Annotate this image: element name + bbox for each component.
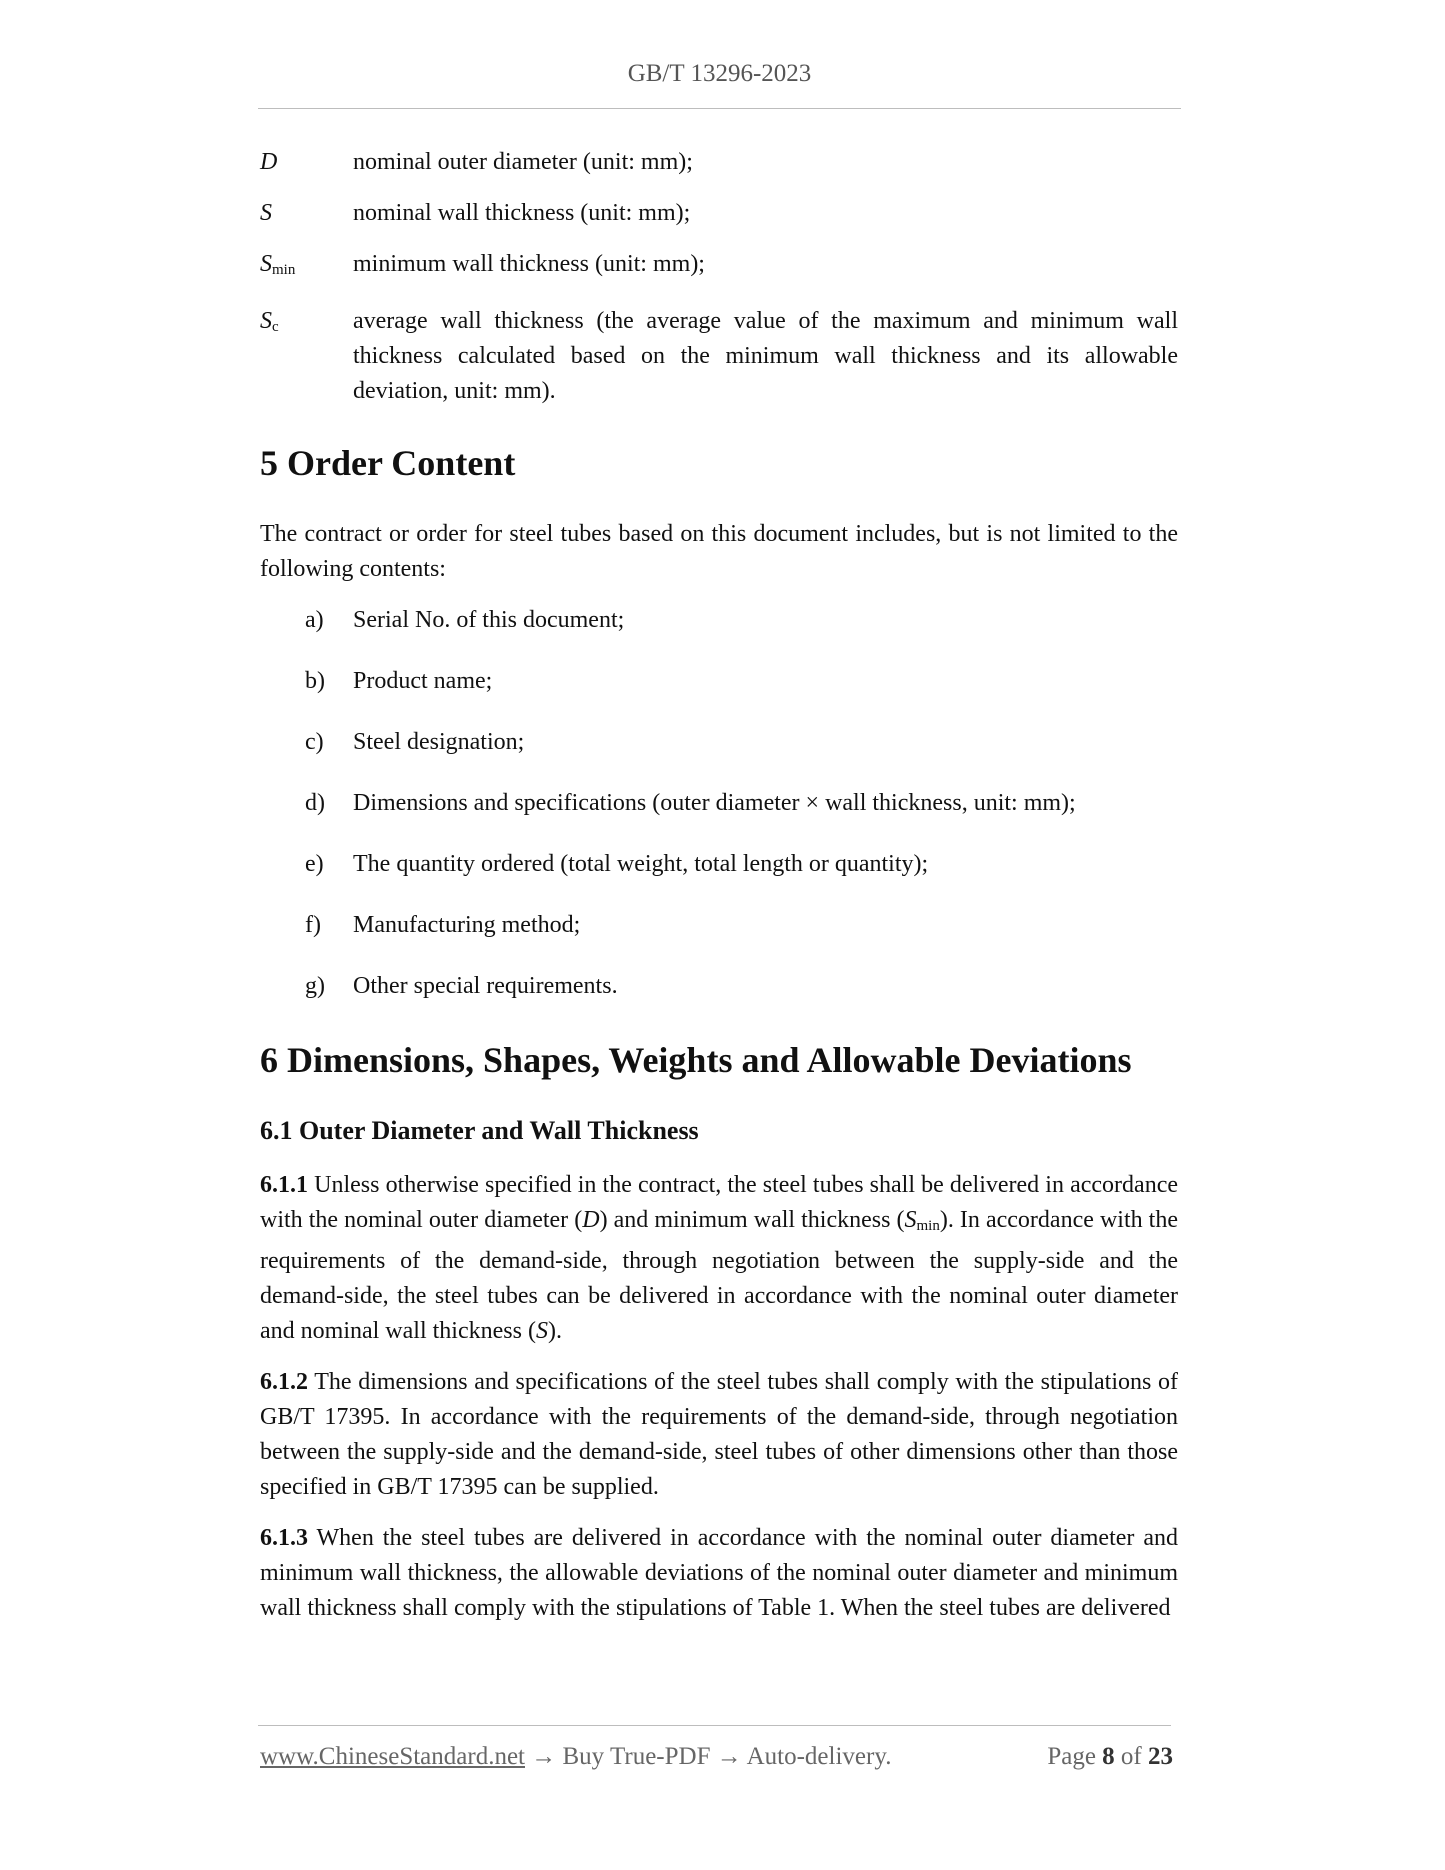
list-text: Serial No. of this document; xyxy=(353,607,625,633)
symbol-row xyxy=(260,145,1178,180)
list-item xyxy=(260,847,1178,882)
clause-6-1-2: 6.1.2 The dimensions and specifications of the steel tubes shall comply with the stipulations of GB/T 17395. In accordance with the requirements of the demand-side, through negotiation between the supply-side and the demand-side, steel tubes of other dimensions other than those specified in GB/T 17395 can be supplied. xyxy=(260,1369,1178,1500)
symbol: S xyxy=(260,200,272,226)
section-5-title: 5 Order Content xyxy=(260,443,516,483)
list-marker: d) xyxy=(305,790,325,816)
website-link[interactable]: www.ChineseStandard.net xyxy=(260,1743,525,1770)
symbol-list xyxy=(260,145,1178,409)
list-marker: f) xyxy=(305,912,321,938)
section-5-intro: The contract or order for steel tubes based on this document includes, but is not limited to the following contents: xyxy=(260,521,1178,582)
symbol-definition: average wall thickness (the average value of the maximum and minimum wall thickness calculated based on the minimum wall thickness and its allowable deviation, unit: mm). xyxy=(353,308,1178,404)
symbol: $S_c$ xyxy=(260,308,279,335)
footer-promo xyxy=(260,1743,891,1771)
symbol: $S_{min}$ xyxy=(260,251,296,278)
clause-number: 6.1.2 xyxy=(260,1369,308,1395)
page-header: GB/T 13296-2023 xyxy=(627,60,812,87)
symbol-row xyxy=(260,196,1178,231)
list-text: Steel designation; xyxy=(353,729,525,755)
symbol-definition: nominal outer diameter (unit: mm); xyxy=(353,149,693,175)
section-6-title: 6 Dimensions, Shapes, Weights and Allowable Deviations xyxy=(260,1040,1132,1080)
page-content xyxy=(260,145,1178,1626)
list-text: Dimensions and specifications (outer diameter × wall thickness, unit: mm); xyxy=(353,790,1076,816)
list-marker: e) xyxy=(305,851,324,877)
list-marker: a) xyxy=(305,607,324,633)
subsection-6-1-title: 6.1 Outer Diameter and Wall Thickness xyxy=(260,1116,699,1145)
symbol: D xyxy=(260,149,278,175)
list-item xyxy=(260,603,1178,638)
order-content-list xyxy=(260,603,1178,1004)
list-marker: b) xyxy=(305,668,325,694)
list-text: Other special requirements. xyxy=(353,973,618,999)
list-item xyxy=(260,664,1178,699)
symbol-row xyxy=(260,247,1178,288)
clause-number: 6.1.3 xyxy=(260,1525,308,1551)
footer-divider xyxy=(258,1725,1171,1726)
list-marker: c) xyxy=(305,729,324,755)
header-divider xyxy=(258,108,1181,109)
clause-number: 6.1.1 xyxy=(260,1172,308,1198)
list-marker: g) xyxy=(305,973,325,999)
clause-6-1-1: 6.1.1 Unless otherwise specified in the contract, the steel tubes shall be delivered in accordance with the nominal outer diameter (D) and minimum wall thickness $(S_{min})$. In accordance with the requirements of the demand-side, through negotiation between the supply-side and the demand-side, the steel tubes can be delivered in accordance with the nominal outer diameter and nominal wall thickness (S). xyxy=(260,1172,1178,1344)
list-text: Product name; xyxy=(353,668,493,694)
list-text: The quantity ordered (total weight, total length or quantity); xyxy=(353,851,929,877)
footer-promo-text: → Buy True-PDF → Auto-delivery. xyxy=(525,1743,892,1770)
symbol-definition: minimum wall thickness (unit: mm); xyxy=(353,251,705,277)
list-item xyxy=(260,725,1178,760)
list-item xyxy=(260,908,1178,943)
list-item xyxy=(260,786,1178,821)
page-number: Page 8 of 23 xyxy=(1047,1743,1173,1770)
symbol-row xyxy=(260,304,1178,409)
symbol-definition: nominal wall thickness (unit: mm); xyxy=(353,200,691,226)
list-item xyxy=(260,969,1178,1004)
clause-6-1-3: 6.1.3 When the steel tubes are delivered in accordance with the nominal outer diameter and minimum wall thickness, the allowable deviations of the nominal outer diameter and minimum wall thickness shall comply with the stipulations of Table 1. When the steel tubes are delivered xyxy=(260,1525,1178,1621)
list-text: Manufacturing method; xyxy=(353,912,581,938)
